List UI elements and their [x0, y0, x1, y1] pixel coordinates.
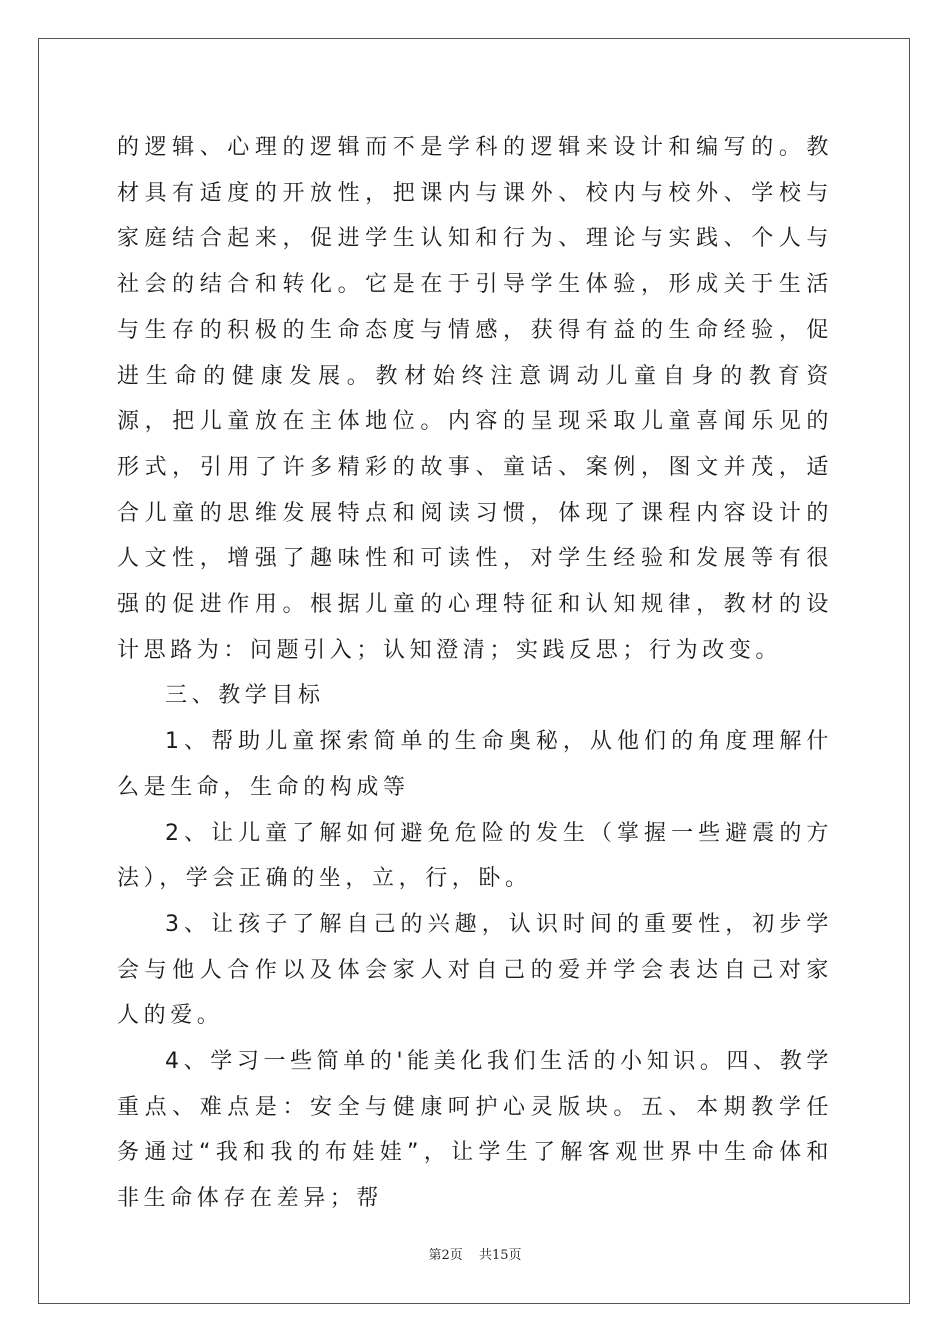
goal-item-3: 3、让孩子了解自己的兴趣，认识时间的重要性，初步学会与他人合作以及体会家人对自己的爱并学会表达自己对家人的爱。 — [117, 911, 833, 1029]
document-body — [117, 125, 833, 1222]
paragraph-textbook-design: 的逻辑、心理的逻辑而不是学科的逻辑来设计和编写的。教材具有适度的开放性，把课内与课外、校内与校外、学校与家庭结合起来，促进学生认知和行为、理论与实践、个人与社会的结合和转化。它是在于引导学生体验，形成关于生活与生存的积极的生命态度与情感，获得有益的生命经验，促进生命的健康发展。教材始终注意调动儿童自身的教育资源，把儿童放在主体地位。内容的呈现采取儿童喜闻乐见的形式，引用了许多精彩的故事、童话、案例，图文并茂，适合儿童的思维发展特点和阅读习惯，体现了课程内容设计的人文性，增强了趣味性和可读性，对学生经验和发展等有很强的促进作用。根据儿童的心理特征和认知规律，教材的设计思路为：问题引入；认知澄清；实践反思；行为改变。 — [117, 135, 833, 663]
goal-item-2: 2、让儿童了解如何避免危险的发生（掌握一些避震的方法），学会正确的坐，立，行，卧。 — [117, 820, 833, 892]
goal-item-4: 4、学习一些简单的'能美化我们生活的小知识。四、教学重点、难点是：安全与健康呵护心灵版块。五、本期教学任务通过“我和我的布娃娃”，让学生了解客观世界中生命体和非生命体存在差异；帮 — [117, 1049, 833, 1212]
page-number: 第2页 — [428, 1248, 463, 1263]
goal-item-1: 1、帮助儿童探索简单的生命奥秘，从他们的角度理解什么是生命，生命的构成等 — [117, 729, 833, 800]
page-footer — [0, 1244, 950, 1263]
section-heading-teaching-goals: 三、教学目标 — [165, 683, 325, 709]
page-total: 共15页 — [478, 1248, 522, 1263]
